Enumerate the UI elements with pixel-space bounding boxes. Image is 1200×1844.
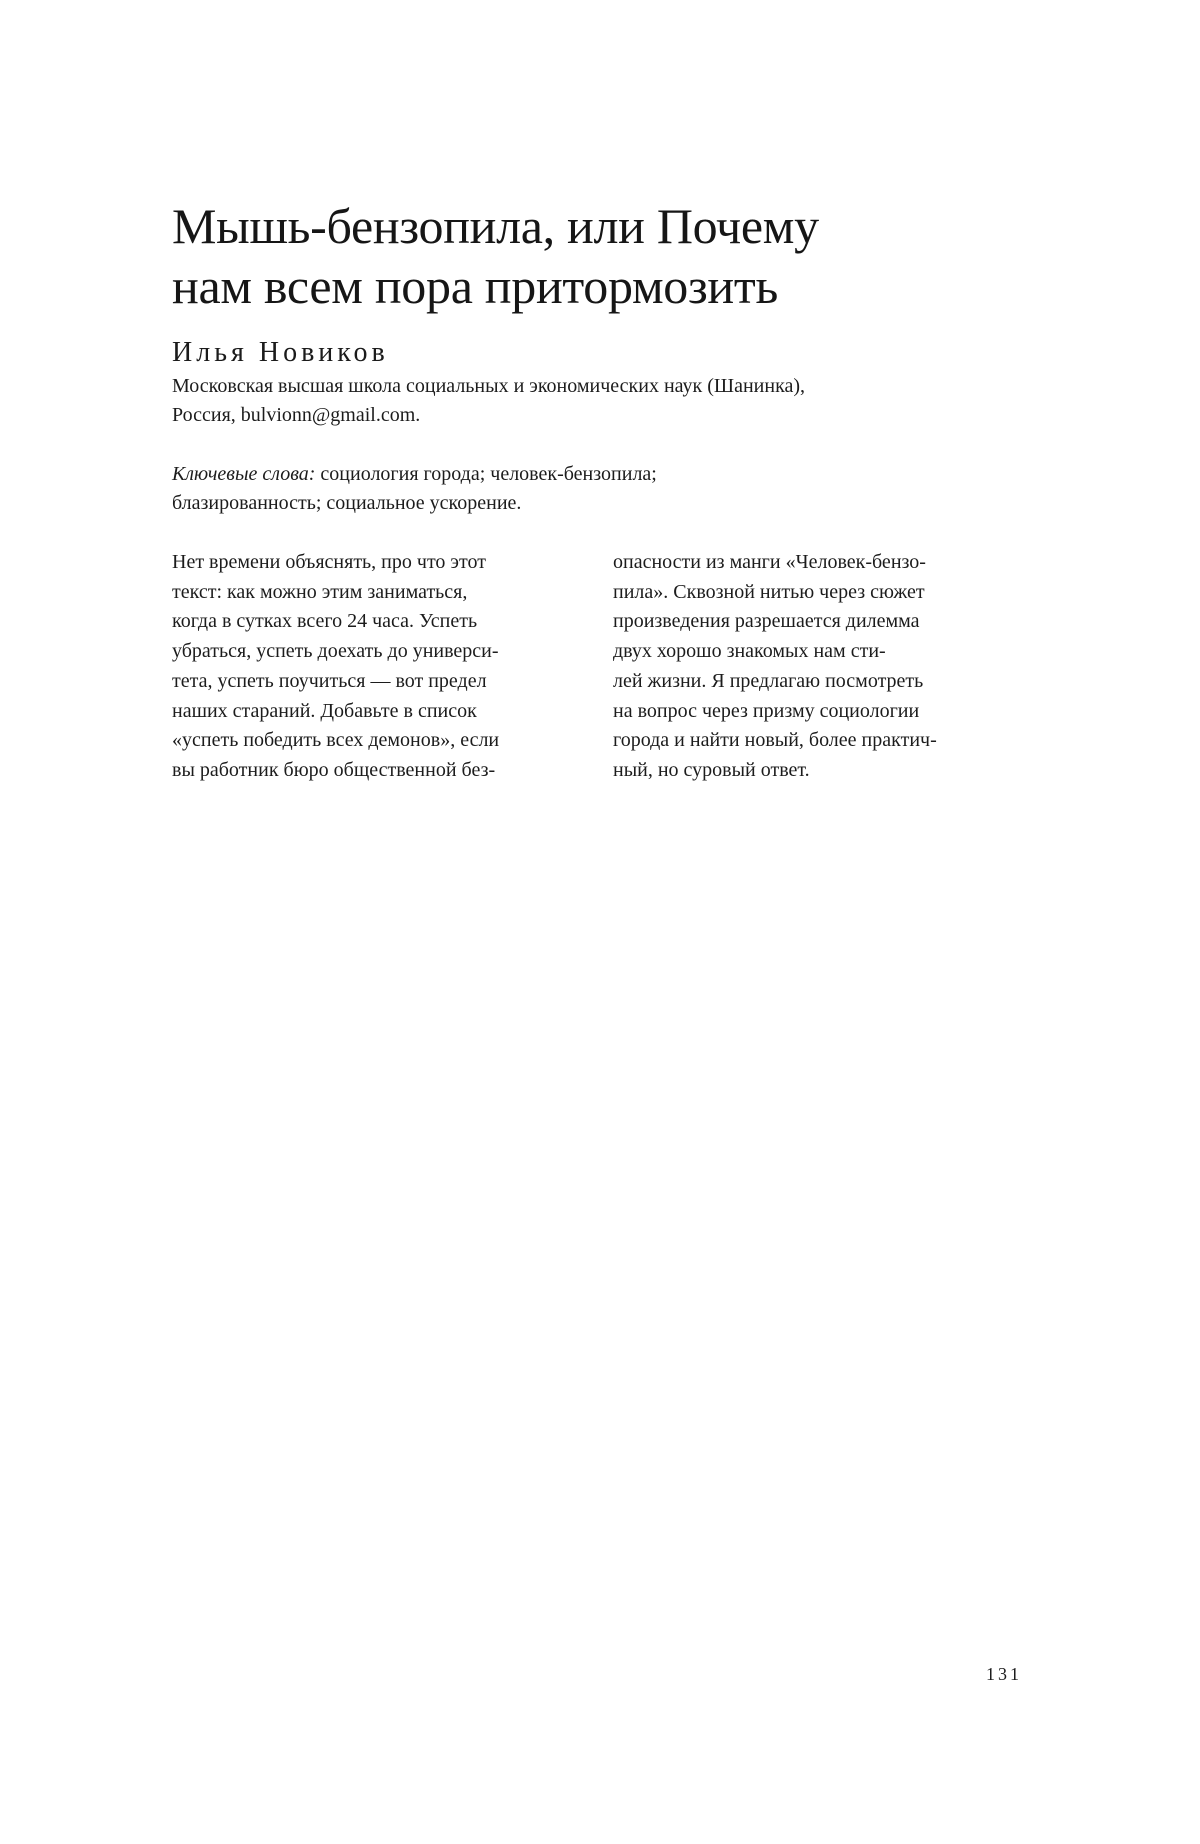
abstract-line: когда в сутках всего 24 часа. Успеть	[172, 610, 478, 633]
abstract-line: Нет времени объяснять, про что этот	[172, 551, 486, 573]
page-number: 131	[986, 1664, 1022, 1684]
abstract-line: произведения разрешается дилемма	[613, 610, 920, 633]
abstract-line: тета, успеть поучиться — вот предел	[172, 669, 487, 692]
article-title	[172, 196, 992, 316]
affiliation-line: Россия, bulvionn@gmail.com.	[172, 404, 421, 426]
abstract-column-right	[613, 548, 1033, 786]
keywords-label: Ключевые слова:	[172, 463, 316, 485]
abstract-line: лей жизни. Я предлагаю посмотреть	[613, 669, 924, 692]
abstract-line: двух хорошо знакомых нам сти-	[613, 640, 886, 663]
article-title-line: Мышь-бензопила, или Почему	[172, 198, 819, 254]
abstract-line: опасности из манги «Человек-бензо-	[613, 551, 926, 573]
abstract-line: наших стараний. Добавьте в список	[172, 699, 477, 722]
keywords-line: блазированность; социальное ускорение.	[172, 492, 522, 514]
author-affiliation	[172, 372, 1052, 430]
article-title-line: нам всем пора притормозить	[172, 258, 778, 314]
abstract-line: «успеть победить всех демонов», если	[172, 729, 500, 752]
author-name: Илья Новиков	[172, 337, 389, 368]
abstract-column-left	[172, 548, 582, 786]
abstract-line: текст: как можно этим заниматься,	[172, 580, 468, 603]
abstract-line: пила». Сквозной нитью через сюжет	[613, 580, 925, 603]
abstract-line: на вопрос через призму социологии	[613, 699, 920, 722]
keywords-line	[172, 460, 872, 489]
keywords	[172, 460, 872, 518]
keywords-text: социология города; человек-бензопила;	[315, 463, 657, 485]
abstract-line: убраться, успеть доехать до универси-	[172, 640, 499, 663]
abstract-line: города и найти новый, более практич-	[613, 729, 937, 752]
abstract-line: вы работник бюро общественной без-	[172, 758, 496, 781]
abstract-line: ный, но суровый ответ.	[613, 758, 810, 781]
affiliation-line: Московская высшая школа социальных и экономических наук (Шанинка),	[172, 375, 806, 397]
